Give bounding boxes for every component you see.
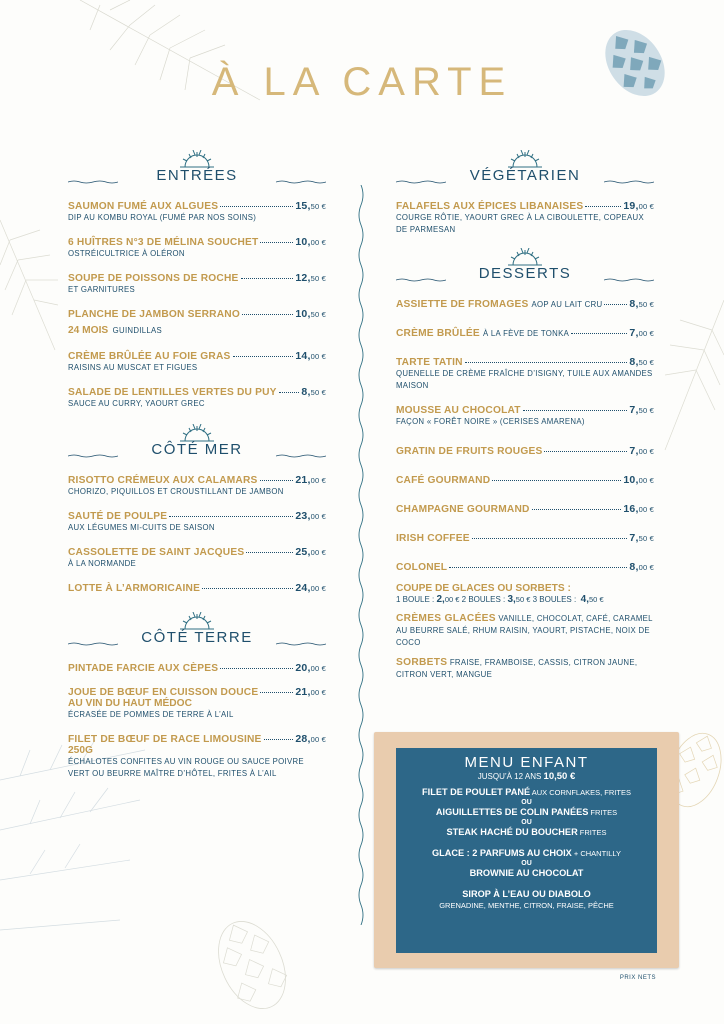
item-name-cont: 250G <box>68 745 93 756</box>
menu-item <box>396 445 654 457</box>
menu-item <box>68 350 326 374</box>
item-description: RAISINS AU MUSCAT ET FIGUES <box>68 363 198 372</box>
section-header-cote-terre <box>68 612 326 654</box>
item-price: 7,50 € <box>629 532 654 544</box>
item-price: 16,00 € <box>623 503 654 515</box>
menu-item <box>396 503 654 515</box>
item-description: GUINDILLAS <box>112 326 163 335</box>
menu-item <box>396 561 654 573</box>
menu-item <box>68 662 326 674</box>
menu-item <box>68 272 326 296</box>
item-name: PLANCHE DE JAMBON SERRANO <box>68 309 240 320</box>
item-name: CRÈMES GLACÉES <box>396 613 496 624</box>
item-name: SORBETS <box>396 657 448 668</box>
item-price: 7,00 € <box>629 327 654 339</box>
item-price: 14,00 € <box>295 350 326 362</box>
item-name: IRISH COFFEE <box>396 533 470 544</box>
item-name: CASSOLETTE DE SAINT JACQUES <box>68 547 245 558</box>
left-column <box>68 150 326 792</box>
menu-item <box>68 386 326 410</box>
item-name: CRÈME BRÛLÉE <box>396 328 480 339</box>
item-name: LOTTE À L’ARMORICAINE <box>68 583 201 594</box>
item-description: À LA FÈVE DE TONKA <box>482 329 570 338</box>
item-description: SAUCE AU CURRY, YAOURT GREC <box>68 399 205 408</box>
menu-item <box>68 474 326 498</box>
item-price: 7,00 € <box>629 445 654 457</box>
item-price: 20,00 € <box>295 662 326 674</box>
coupe-prices: 1 BOULE : 2,00 € 2 BOULES : 3,50 € 3 BOULES : 4,50 € <box>396 594 604 605</box>
kids-menu-age: JUSQU’À 12 ANS 10,50 € <box>477 771 576 782</box>
item-name: SALADE DE LENTILLES VERTES DU PUY <box>68 387 277 398</box>
item-price: 8,50 € <box>629 356 654 368</box>
kids-menu-drinks: GRENADINE, MENTHE, CITRON, FRAISE, PÊCHE <box>439 901 614 910</box>
section-title-cote-mer: CÔTÉ MER <box>151 441 243 458</box>
menu-item <box>68 200 326 224</box>
item-price: 10,00 € <box>623 474 654 486</box>
kids-menu-line: GLACE : 2 PARFUMS AU CHOIX + CHANTILLY <box>431 848 622 858</box>
menu-item <box>68 733 326 780</box>
item-name: SAUMON FUMÉ AUX ALGUES <box>68 201 219 212</box>
item-price: 19,00 € <box>623 200 654 212</box>
menu-item-cremes <box>396 613 654 649</box>
item-name: CAFÉ GOURMAND <box>396 475 491 486</box>
menu-item-sorbets <box>396 657 654 681</box>
item-description: ÉCRASÉE DE POMMES DE TERRE À L’AIL <box>68 710 234 719</box>
item-price: 8,00 € <box>629 561 654 573</box>
section-header-entrees <box>68 150 326 192</box>
item-description: VANILLE, CHOCOLAT, CAFÉ, CARAMEL AU BEURRE SALÉ, RHUM RAISIN, YAOURT, PISTACHE, NOIX DE COCO <box>396 614 653 647</box>
section-title-cote-terre: CÔTÉ TERRE <box>141 629 253 646</box>
item-price: 10,00 € <box>295 236 326 248</box>
item-price: 28,00 € <box>295 733 326 745</box>
item-name: MOUSSE AU CHOCOLAT <box>396 405 521 416</box>
item-name: COLONEL <box>396 562 448 573</box>
kids-menu-or: OU <box>521 799 532 806</box>
menu-item <box>68 546 326 570</box>
wavy-divider <box>355 185 367 925</box>
item-price: 21,00 € <box>295 686 326 698</box>
item-name: CRÈME BRÛLÉE AU FOIE GRAS <box>68 351 231 362</box>
item-name: SOUPE DE POISSONS DE ROCHE <box>68 273 239 284</box>
section-title-entrees: ENTRÉES <box>156 167 238 184</box>
item-price: 24,00 € <box>295 582 326 594</box>
item-name: PINTADE FARCIE AUX CÈPES <box>68 663 219 674</box>
menu-item <box>396 474 654 486</box>
item-description: ET GARNITURES <box>68 285 136 294</box>
footer-note: PRIX NETS <box>619 975 656 981</box>
kids-menu-line: STEAK HACHÉ DU BOUCHER FRITES <box>446 827 607 837</box>
item-name: JOUE DE BŒUF EN CUISSON DOUCE <box>68 687 259 698</box>
kids-menu-or: OU <box>521 819 532 826</box>
menu-item <box>68 510 326 534</box>
item-name: COUPE DE GLACES OU SORBETS : <box>396 583 571 594</box>
kids-menu-line: FILET DE POULET PANÉ AUX CORNFLAKES, FRITES <box>422 787 631 797</box>
item-price: 15,50 € <box>295 200 326 212</box>
item-price: 12,50 € <box>295 272 326 284</box>
item-name: 6 HUÎTRES N°3 DE MÉLINA SOUCHET <box>68 237 259 248</box>
item-price: 8,50 € <box>301 386 326 398</box>
item-description: AOP AU LAIT CRU <box>531 300 603 309</box>
menu-item <box>396 298 654 310</box>
section-header-desserts <box>396 248 654 290</box>
section-header-vegetarien <box>396 150 654 192</box>
kids-menu-title: MENU ENFANT <box>464 754 589 771</box>
item-description: OSTRÉICULTRICE À OLÉRON <box>68 249 185 258</box>
kids-menu-panel <box>396 748 657 953</box>
item-price: 23,00 € <box>295 510 326 522</box>
menu-item <box>68 686 326 721</box>
item-description: À LA NORMANDE <box>68 559 137 568</box>
section-title-vegetarien: VÉGÉTARIEN <box>469 167 581 184</box>
pine-branch-icon <box>0 210 60 360</box>
item-description: COURGE RÔTIE, YAOURT GREC À LA CIBOULETTE, COPEAUX DE PARMESAN <box>396 213 644 234</box>
kids-menu-line: SIROP À L’EAU OU DIABOLO <box>462 889 591 899</box>
item-description: FAÇON « FORÊT NOIRE » (CERISES AMARENA) <box>396 417 585 426</box>
kids-menu-board <box>374 732 679 968</box>
item-name: ASSIETTE DE FROMAGES <box>396 299 529 310</box>
item-price: 21,00 € <box>295 474 326 486</box>
kids-menu-line: BROWNIE AU CHOCOLAT <box>469 868 584 878</box>
item-name: RISOTTO CRÉMEUX AUX CALAMARS <box>68 475 258 486</box>
kids-menu-or: OU <box>521 860 532 867</box>
menu-item <box>68 308 326 338</box>
item-description: FRAISE, FRAMBOISE, CASSIS, CITRON JAUNE, CITRON VERT, MANGUE <box>396 658 638 679</box>
item-price: 10,50 € <box>295 308 326 320</box>
item-name: SAUTÉ DE POULPE <box>68 511 168 522</box>
menu-item <box>396 532 654 544</box>
item-description: AUX LÉGUMES MI-CUITS DE SAISON <box>68 523 215 532</box>
item-name: FALAFELS AUX ÉPICES LIBANAISES <box>396 201 584 212</box>
item-name: FILET DE BŒUF DE RACE LIMOUSINE <box>68 734 262 745</box>
menu-item <box>68 236 326 260</box>
pine-cone-icon <box>205 905 300 1024</box>
menu-item <box>396 200 654 236</box>
item-description: DIP AU KOMBU ROYAL (FUMÉ PAR NOS SOINS) <box>68 213 257 222</box>
item-price: 7,50 € <box>629 404 654 416</box>
item-description: ÉCHALOTES CONFITES AU VIN ROUGE OU SAUCE POIVRE VERT OU BEURRE MAÎTRE D’HÔTEL, FRITES À L’AIL <box>68 757 304 778</box>
item-description: QUENELLE DE CRÈME FRAÎCHE D’ISIGNY, TUILE AUX AMANDES MAISON <box>396 369 653 390</box>
pine-branch-icon <box>660 300 724 460</box>
right-column <box>396 150 654 693</box>
section-title-desserts: DESSERTS <box>478 265 572 282</box>
menu-item-coupe <box>396 583 654 605</box>
item-name: TARTE TATIN <box>396 357 463 368</box>
item-name-cont: 24 MOIS <box>68 325 109 336</box>
item-price: 8,50 € <box>629 298 654 310</box>
item-name: CHAMPAGNE GOURMAND <box>396 504 530 515</box>
item-description: CHORIZO, PIQUILLOS ET CROUSTILLANT DE JAMBON <box>68 487 284 496</box>
section-header-cote-mer <box>68 424 326 466</box>
menu-item <box>396 356 654 392</box>
page-title: À LA CARTE <box>211 60 513 104</box>
item-name: GRATIN DE FRUITS ROUGES <box>396 446 543 457</box>
menu-item <box>68 582 326 594</box>
kids-menu-line: AIGUILLETTES DE COLIN PANÉES FRITES <box>435 807 618 817</box>
menu-item <box>396 404 654 428</box>
menu-item <box>396 327 654 339</box>
item-name-cont: AU VIN DU HAUT MÉDOC <box>68 698 192 709</box>
item-price: 25,00 € <box>295 546 326 558</box>
